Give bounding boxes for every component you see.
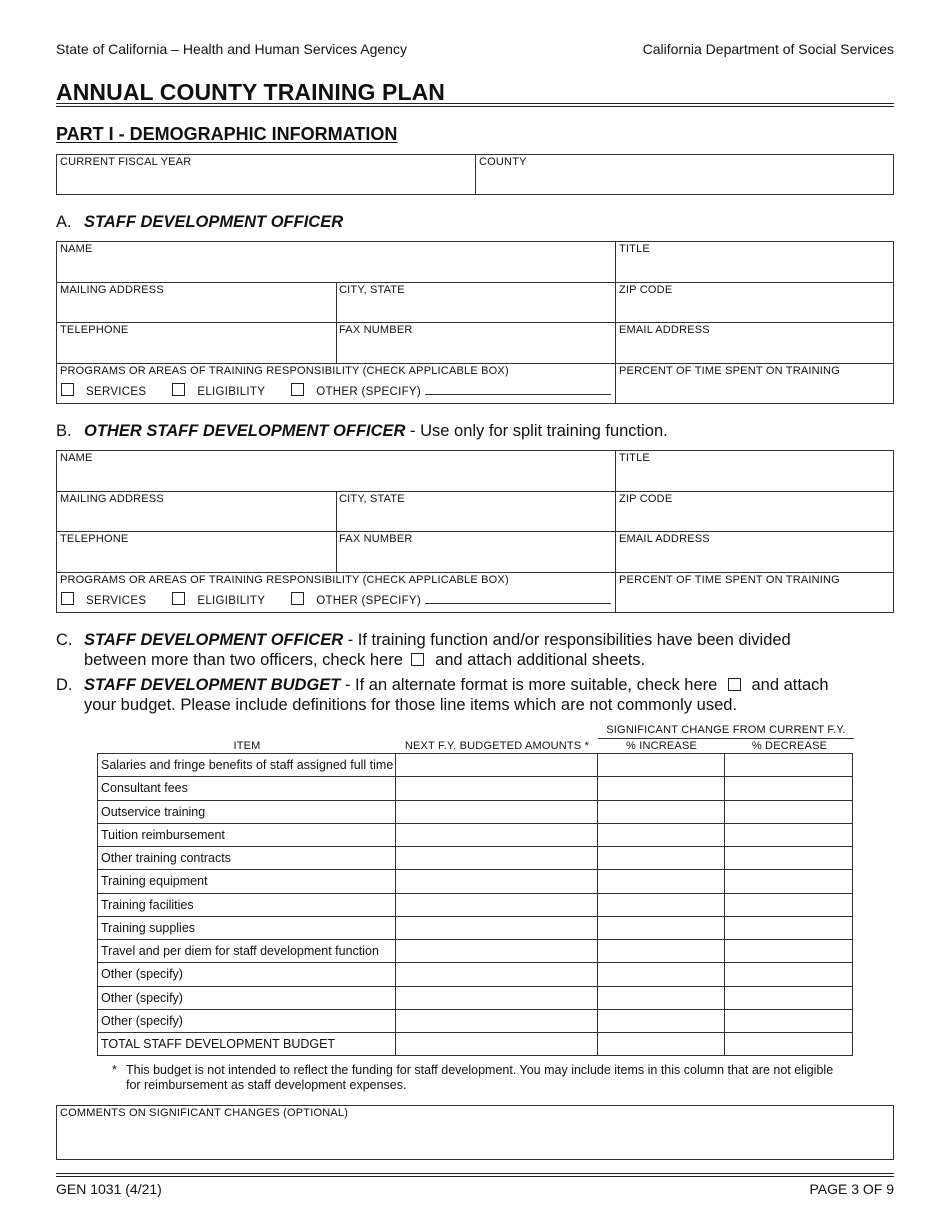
section-a-letter: A.: [56, 213, 72, 231]
section-c-letter: C.: [56, 631, 73, 649]
budget-item-label: Travel and per diem for staff development function: [98, 940, 396, 963]
budget-row: [98, 963, 853, 986]
section-c-title: STAFF DEVELOPMENT OFFICER: [84, 631, 344, 649]
a-mailing-address-field[interactable]: MAILING ADDRESS: [60, 284, 164, 296]
budget-increase-cell[interactable]: [598, 940, 725, 963]
section-d-text2: your budget. Please include definitions for those line items which are not commonly used.: [84, 696, 738, 714]
b-other-checkbox[interactable]: [291, 592, 304, 605]
budget-decrease-cell[interactable]: [725, 963, 853, 986]
divider: [336, 491, 337, 572]
divider: [57, 282, 893, 283]
budget-item-label: Other (specify): [98, 986, 396, 1009]
budget-row: [98, 916, 853, 939]
budget-row: [98, 940, 853, 963]
part1-heading: PART I - DEMOGRAPHIC INFORMATION: [56, 124, 398, 144]
footnote-mark: *: [112, 1063, 117, 1077]
budget-decrease-cell[interactable]: [725, 777, 853, 800]
budget-decrease-cell[interactable]: [725, 893, 853, 916]
b-name-field[interactable]: NAME: [60, 452, 93, 464]
b-zip-field[interactable]: ZIP CODE: [619, 493, 673, 505]
budget-row: [98, 893, 853, 916]
budget-increase-cell[interactable]: [598, 986, 725, 1009]
b-title-field[interactable]: TITLE: [619, 452, 650, 464]
a-other-specify-line[interactable]: [425, 385, 611, 395]
a-checkbox-row: [61, 383, 611, 398]
budget-increase-cell[interactable]: [598, 823, 725, 846]
budget-next-fy-cell[interactable]: [395, 847, 598, 870]
budget-row: [98, 1009, 853, 1032]
budget-row: [98, 823, 853, 846]
budget-next-fy-cell[interactable]: [395, 800, 598, 823]
page-title: ANNUAL COUNTY TRAINING PLAN: [56, 79, 446, 105]
a-other-checkbox[interactable]: [291, 383, 304, 396]
section-b-letter: B.: [56, 422, 72, 440]
budget-next-fy-cell[interactable]: [395, 940, 598, 963]
budget-decrease-cell[interactable]: [725, 847, 853, 870]
budget-item-label: Other (specify): [98, 963, 396, 986]
budget-row: [98, 777, 853, 800]
b-fax-field[interactable]: FAX NUMBER: [339, 533, 413, 545]
fiscal-year-field[interactable]: CURRENT FISCAL YEAR: [60, 156, 192, 168]
section-d-checkbox[interactable]: [728, 678, 741, 691]
col-decrease-header: % DECREASE: [751, 740, 828, 752]
b-percent-field[interactable]: PERCENT OF TIME SPENT ON TRAINING: [619, 574, 840, 586]
budget-item-label: Training equipment: [98, 870, 396, 893]
comments-label: COMMENTS ON SIGNIFICANT CHANGES (OPTIONAL): [60, 1107, 349, 1119]
budget-item-label: Other training contracts: [98, 847, 396, 870]
budget-item-label: Outservice training: [98, 800, 396, 823]
divider: [615, 242, 616, 403]
section-b-note: - Use only for split training function.: [405, 422, 668, 440]
divider: [57, 363, 893, 364]
divider: [615, 451, 616, 612]
budget-next-fy-cell[interactable]: [395, 823, 598, 846]
section-a-heading: [56, 213, 343, 232]
budget-decrease-cell[interactable]: [725, 754, 853, 777]
a-services-label: SERVICES: [86, 386, 147, 398]
budget-next-fy-cell[interactable]: [395, 777, 598, 800]
divider: [57, 531, 893, 532]
b-telephone-field[interactable]: TELEPHONE: [60, 533, 129, 545]
budget-increase-cell[interactable]: [598, 916, 725, 939]
a-city-state-field[interactable]: CITY, STATE: [339, 284, 405, 296]
budget-increase-cell[interactable]: [598, 870, 725, 893]
col-next-fy-header: NEXT F.Y. BUDGETED AMOUNTS *: [404, 740, 590, 752]
section-b-box: [56, 450, 894, 613]
budget-item-label: Consultant fees: [98, 777, 396, 800]
budget-increase-cell[interactable]: [598, 1033, 725, 1056]
divider: [336, 282, 337, 363]
budget-row: [98, 847, 853, 870]
col-increase-header: % INCREASE: [625, 740, 698, 752]
divider: [57, 491, 893, 492]
footer-rule: [56, 1173, 894, 1177]
budget-increase-cell[interactable]: [598, 893, 725, 916]
a-zip-field[interactable]: ZIP CODE: [619, 284, 673, 296]
section-d: [56, 675, 829, 715]
agency-header: State of California – Health and Human Services Agency: [56, 41, 407, 57]
budget-next-fy-cell[interactable]: [395, 916, 598, 939]
budget-increase-cell[interactable]: [598, 963, 725, 986]
section-b-title: OTHER STAFF DEVELOPMENT OFFICER: [84, 422, 406, 440]
budget-item-label: Training facilities: [98, 893, 396, 916]
budget-item-label: Tuition reimbursement: [98, 823, 396, 846]
a-programs-label: PROGRAMS OR AREAS OF TRAINING RESPONSIBILITY (CHECK APPLICABLE BOX): [60, 365, 509, 377]
budget-next-fy-cell[interactable]: [395, 1009, 598, 1032]
budget-row: [98, 754, 853, 777]
county-field[interactable]: COUNTY: [479, 156, 527, 168]
page-number: PAGE 3 OF 9: [809, 1181, 894, 1197]
b-checkbox-row: [61, 592, 611, 607]
section-b-heading: [56, 422, 668, 441]
b-programs-label: PROGRAMS OR AREAS OF TRAINING RESPONSIBILITY (CHECK APPLICABLE BOX): [60, 574, 509, 586]
budget-next-fy-cell[interactable]: [395, 870, 598, 893]
a-fax-field[interactable]: FAX NUMBER: [339, 324, 413, 336]
b-city-state-field[interactable]: CITY, STATE: [339, 493, 405, 505]
budget-decrease-cell[interactable]: [725, 823, 853, 846]
a-percent-field[interactable]: PERCENT OF TIME SPENT ON TRAINING: [619, 365, 840, 377]
budget-decrease-cell[interactable]: [725, 800, 853, 823]
a-services-checkbox[interactable]: [61, 383, 74, 396]
section-c-text2a: between more than two officers, check here: [84, 651, 403, 669]
budget-increase-cell[interactable]: [598, 1009, 725, 1032]
comments-box[interactable]: [56, 1105, 894, 1160]
section-c-text2b: and attach additional sheets.: [435, 651, 646, 669]
budget-row: [98, 1033, 853, 1056]
budget-decrease-cell[interactable]: [725, 986, 853, 1009]
section-d-text1b: and attach: [751, 676, 829, 694]
section-d-text1a: - If an alternate format is more suitable, check here: [340, 676, 718, 694]
footnote-line2: for reimbursement as staff development expenses.: [126, 1078, 407, 1092]
demographic-box: [56, 154, 894, 195]
b-services-checkbox[interactable]: [61, 592, 74, 605]
section-a-box: [56, 241, 894, 404]
budget-decrease-cell[interactable]: [725, 870, 853, 893]
budget-increase-cell[interactable]: [598, 754, 725, 777]
b-eligibility-checkbox[interactable]: [172, 592, 185, 605]
budget-item-label: Other (specify): [98, 1009, 396, 1032]
b-other-specify-line[interactable]: [425, 594, 611, 604]
divider: [475, 155, 476, 194]
a-name-field[interactable]: NAME: [60, 243, 93, 255]
budget-next-fy-cell[interactable]: [395, 986, 598, 1009]
budget-increase-cell[interactable]: [598, 800, 725, 823]
budget-table: [97, 753, 853, 1056]
budget-decrease-cell[interactable]: [725, 1009, 853, 1032]
col-item-header: ITEM: [233, 740, 261, 752]
significant-change-header: SIGNIFICANT CHANGE FROM CURRENT F.Y.: [606, 724, 846, 736]
b-email-field[interactable]: EMAIL ADDRESS: [619, 533, 710, 545]
a-eligibility-label: ELIGIBILITY: [197, 386, 266, 398]
budget-next-fy-cell[interactable]: [395, 893, 598, 916]
budget-next-fy-cell[interactable]: [395, 754, 598, 777]
budget-next-fy-cell[interactable]: [395, 963, 598, 986]
a-telephone-field[interactable]: TELEPHONE: [60, 324, 129, 336]
section-c-checkbox[interactable]: [411, 653, 424, 666]
budget-increase-cell[interactable]: [598, 777, 725, 800]
divider: [57, 322, 893, 323]
a-eligibility-checkbox[interactable]: [172, 383, 185, 396]
budget-decrease-cell[interactable]: [725, 940, 853, 963]
section-d-title: STAFF DEVELOPMENT BUDGET: [84, 676, 341, 694]
b-mailing-address-field[interactable]: MAILING ADDRESS: [60, 493, 164, 505]
a-email-field[interactable]: EMAIL ADDRESS: [619, 324, 710, 336]
section-c: [56, 630, 791, 670]
header-rule: [598, 738, 854, 739]
a-other-label: OTHER (SPECIFY): [316, 386, 422, 398]
b-other-label: OTHER (SPECIFY): [316, 595, 422, 607]
department-header: California Department of Social Services: [642, 41, 894, 57]
budget-row: [98, 986, 853, 1009]
budget-decrease-cell[interactable]: [725, 1033, 853, 1056]
title-rule: [56, 103, 894, 107]
budget-row: [98, 800, 853, 823]
budget-next-fy-cell[interactable]: [395, 1033, 598, 1056]
budget-item-label: Salaries and fringe benefits of staff assigned full time: [98, 754, 396, 777]
budget-row: [98, 870, 853, 893]
budget-footnote: [112, 1063, 833, 1093]
a-title-field[interactable]: TITLE: [619, 243, 650, 255]
budget-item-label: TOTAL STAFF DEVELOPMENT BUDGET: [98, 1033, 396, 1056]
footnote-line1: This budget is not intended to reflect the funding for staff development. You may include items in this column that are not eligible: [126, 1063, 834, 1077]
b-services-label: SERVICES: [86, 595, 147, 607]
budget-item-label: Training supplies: [98, 916, 396, 939]
budget-increase-cell[interactable]: [598, 847, 725, 870]
divider: [57, 572, 893, 573]
section-d-letter: D.: [56, 676, 73, 694]
b-eligibility-label: ELIGIBILITY: [197, 595, 266, 607]
form-number: GEN 1031 (4/21): [56, 1181, 162, 1197]
budget-decrease-cell[interactable]: [725, 916, 853, 939]
section-a-title: STAFF DEVELOPMENT OFFICER: [84, 213, 344, 231]
section-c-text1: - If training function and/or responsibilities have been divided: [343, 631, 791, 649]
